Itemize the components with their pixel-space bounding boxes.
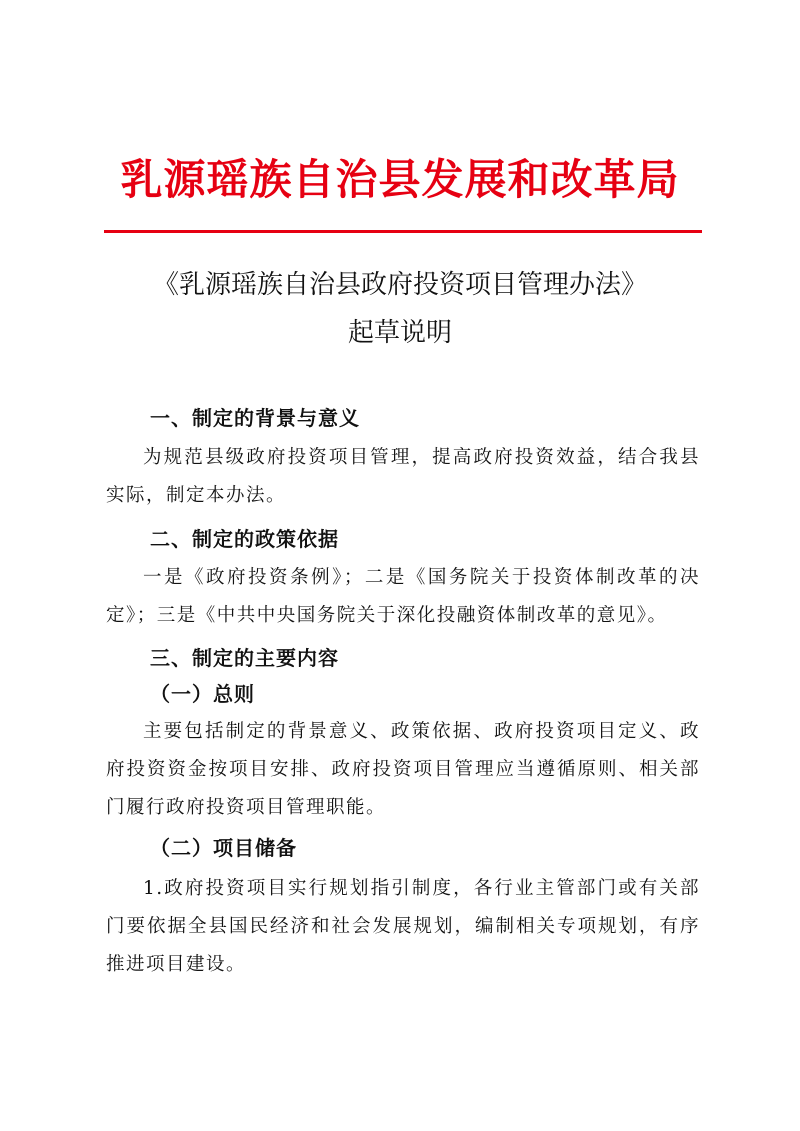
- section-heading-main-content: 三、制定的主要内容: [150, 646, 339, 670]
- letterhead-red-rule: [104, 230, 702, 233]
- document-title: 《乳源瑶族自治县政府投资项目管理办法》: [152, 270, 647, 300]
- section-heading-background: 一、制定的背景与意义: [150, 406, 360, 430]
- subsection-heading-general: （一）总则: [150, 682, 255, 706]
- subsection-body-general: 主要包括制定的背景意义、政策依据、政府投资项目定义、政府投资资金按项目安排、政府投资项目管理应当遵循原则、相关部门履行政府投资项目管理职能。: [106, 721, 700, 818]
- agency-letterhead: 乳源瑶族自治县发展和改革局: [120, 155, 680, 204]
- section-heading-policy-basis: 二、制定的政策依据: [150, 527, 339, 551]
- document-subtitle: 起草说明: [347, 318, 452, 348]
- subsection-heading-project-reserve: （二）项目储备: [150, 836, 297, 860]
- subsection-body-project-reserve: 1.政府投资项目实行规划指引制度，各行业主管部门或有关部门要依据全县国民经济和社会发展规划，编制相关专项规划，有序推进项目建设。: [106, 878, 700, 975]
- section-body-background: 为规范县级政府投资项目管理，提高政府投资效益，结合我县实际，制定本办法。: [106, 447, 700, 506]
- section-body-policy-basis: 一是《政府投资条例》；二是《国务院关于投资体制改革的决定》；三是《中共中央国务院关于深化投融资体制改革的意见》。: [106, 567, 700, 626]
